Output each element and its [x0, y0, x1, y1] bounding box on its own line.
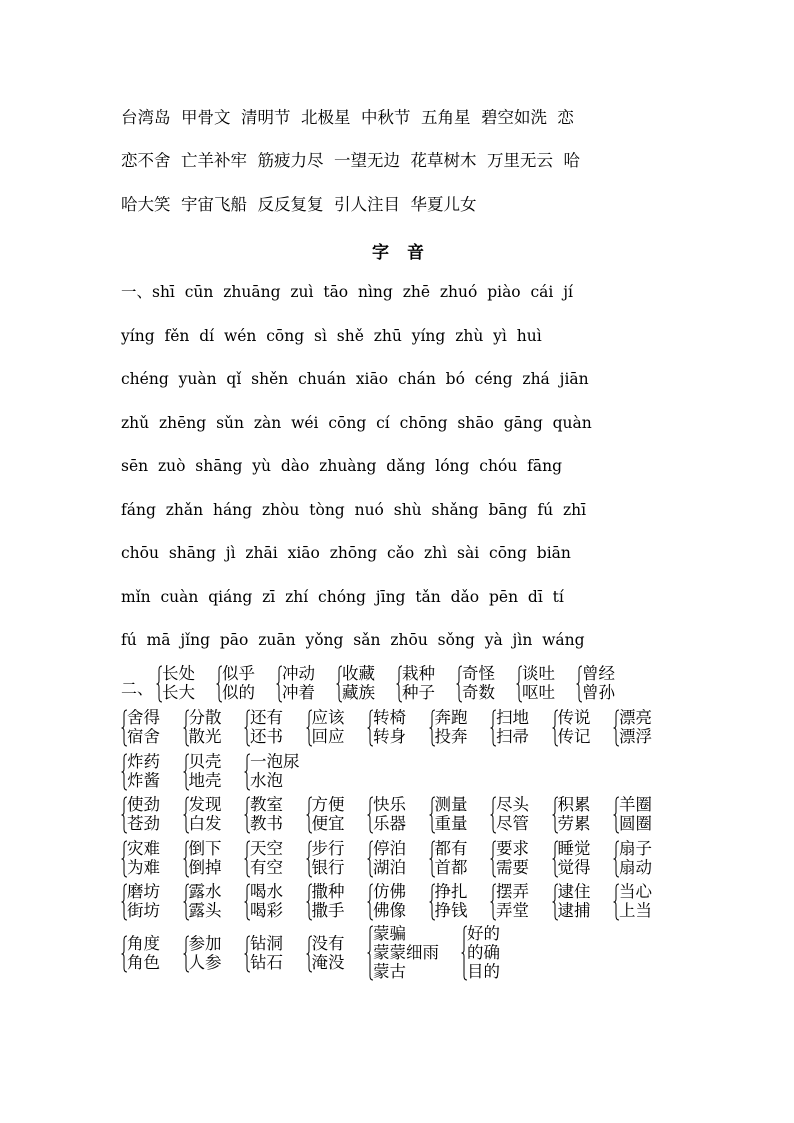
polyphone-word: 贝壳	[188, 752, 222, 771]
polyphone-word: 奔跑	[434, 708, 468, 727]
polyphone-word: 蒙骗	[373, 924, 406, 943]
polyphone-word: 谈吐	[522, 664, 555, 683]
polyphone-word: 分散	[188, 708, 222, 727]
polyphone-word: 扇动	[619, 858, 652, 877]
polyphone-word: 停泊	[373, 839, 406, 858]
polyphone-word: 舍得	[127, 708, 160, 727]
polyphone-word: 湖泊	[373, 858, 406, 877]
polyphone-word: 淹没	[311, 953, 345, 972]
polyphone-word: 街坊	[127, 901, 160, 920]
polyphone-word: 参加	[188, 934, 222, 953]
polyphone-word: 扫帚	[496, 727, 529, 746]
polyphone-word: 钻石	[250, 953, 283, 972]
polyphone-word: 劳累	[557, 814, 591, 833]
polyphone-word: 方便	[311, 795, 345, 814]
polyphone-word: 步行	[311, 839, 345, 858]
polyphone-word: 快乐	[373, 795, 406, 814]
polyphone-word: 应该	[311, 708, 345, 727]
polyphone-word: 使劲	[127, 795, 160, 814]
pinyin-line-7: chōu shāng jì zhāi xiāo zhōng cǎo zhì sài cōng biān	[121, 544, 571, 562]
vocab-line-1: 台湾岛 甲骨文 清明节 北极星 中秋节 五角星 碧空如洗 恋	[121, 108, 574, 127]
polyphone-word: 便宜	[311, 814, 345, 833]
pinyin-line-1: 一、shī cūn zhuāng zuì tāo nìng zhē zhuó piào cái jí	[121, 283, 573, 301]
polyphone-word: 还有	[250, 708, 283, 727]
pinyin-line-5: sēn zuò shāng yù dào zhuàng dǎng lóng chóu fāng	[121, 457, 562, 475]
polyphone-word: 传说	[557, 708, 591, 727]
pinyin-line-6: fáng zhǎn háng zhòu tòng nuó shù shǎng bāng fú zhī	[121, 501, 587, 519]
polyphone-word: 地壳	[188, 771, 222, 790]
polyphone-word: 回应	[311, 727, 345, 746]
polyphone-word: 挣扎	[434, 882, 468, 901]
polyphone-word: 似的	[222, 683, 255, 702]
polyphone-word: 种子	[402, 683, 435, 702]
polyphone-word: 撒手	[311, 901, 345, 920]
polyphone-word: 教书	[250, 814, 283, 833]
polyphone-word: 倒下	[188, 839, 222, 858]
polyphone-word: 摆弄	[496, 882, 529, 901]
polyphone-word: 传记	[557, 727, 591, 746]
polyphone-word: 钻洞	[250, 934, 283, 953]
polyphone-word: 教室	[250, 795, 283, 814]
polyphone-word: 曾孙	[582, 683, 615, 702]
polyphone-word: 磨坊	[127, 882, 160, 901]
polyphone-word: 重量	[434, 814, 468, 833]
polyphone-word: 目的	[467, 962, 500, 981]
polyphone-word: 角度	[127, 934, 160, 953]
polyphone-word: 睡觉	[557, 839, 591, 858]
section-title: 字音	[372, 243, 442, 263]
polyphone-word: 羊圈	[619, 795, 652, 814]
polyphone-word: 宿舍	[127, 727, 160, 746]
polyphone-word: 露头	[188, 901, 222, 920]
polyphone-word: 扇子	[619, 839, 652, 858]
polyphone-word: 好的	[467, 924, 500, 943]
pinyin-line-4: zhǔ zhēng sǔn zàn wéi cōng cí chōng shāo gāng quàn	[121, 414, 592, 432]
polyphone-word: 投奔	[434, 727, 468, 746]
polyphone-word: 栽种	[402, 664, 435, 683]
polyphone-word: 蒙蒙细雨	[373, 943, 439, 962]
polyphone-word: 还书	[250, 727, 283, 746]
polyphone-word: 有空	[250, 858, 283, 877]
polyphone-word: 仿佛	[373, 882, 406, 901]
polyphone-word: 挣钱	[434, 901, 468, 920]
polyphone-word: 奇数	[462, 683, 495, 702]
polyphone-word: 藏族	[342, 683, 375, 702]
polyphone-word: 需要	[496, 858, 529, 877]
polyphone-word: 似乎	[222, 664, 255, 683]
pinyin-line-3: chéng yuàn qǐ shěn chuán xiāo chán bó céng zhá jiān	[121, 370, 589, 388]
polyphone-word: 逮捕	[557, 901, 591, 920]
vocab-line-2: 恋不舍 亡羊补牢 筋疲力尽 一望无边 花草树木 万里无云 哈	[121, 151, 580, 170]
polyphone-word: 炸药	[127, 752, 160, 771]
polyphone-word: 尽管	[496, 814, 529, 833]
polyphone-word: 灾难	[127, 839, 160, 858]
polyphone-word: 喝彩	[250, 901, 283, 920]
polyphone-word: 散光	[188, 727, 222, 746]
polyphone-word: 都有	[434, 839, 468, 858]
polyphone-word: 撒种	[311, 882, 345, 901]
polyphone-word: 弄堂	[496, 901, 529, 920]
polyphone-word: 银行	[311, 858, 345, 877]
polyphone-word: 的确	[467, 943, 500, 962]
polyphone-word: 蒙古	[373, 962, 406, 981]
polyphone-word: 扫地	[496, 708, 529, 727]
vocab-line-3: 哈大笑 宇宙飞船 反反复复 引人注目 华夏儿女	[121, 195, 477, 214]
polyphone-word: 角色	[127, 953, 160, 972]
polyphone-word: 上当	[619, 901, 652, 920]
pinyin-line-9: fú mā jǐng pāo zuān yǒng sǎn zhōu sǒng yà jìn wáng	[121, 631, 585, 649]
polyphone-word: 天空	[250, 839, 283, 858]
polyphone-word: 水泡	[250, 771, 283, 790]
polyphone-word: 白发	[188, 814, 222, 833]
polyphone-word: 首都	[434, 858, 468, 877]
section-2-label: 二、	[121, 679, 154, 698]
polyphone-word: 漂亮	[619, 708, 652, 727]
polyphone-word: 转身	[373, 727, 406, 746]
polyphone-word: 发现	[188, 795, 222, 814]
polyphone-word: 奇怪	[462, 664, 495, 683]
polyphone-word: 长处	[162, 664, 195, 683]
polyphone-word: 测量	[434, 795, 468, 814]
polyphone-word: 圆圈	[619, 814, 652, 833]
polyphone-word: 冲动	[282, 664, 315, 683]
polyphone-word: 呕吐	[522, 683, 555, 702]
polyphone-word: 露水	[188, 882, 222, 901]
polyphone-word: 要求	[496, 839, 529, 858]
polyphone-word: 人参	[188, 953, 222, 972]
polyphone-word: 长大	[162, 683, 195, 702]
polyphone-word: 尽头	[496, 795, 529, 814]
polyphone-word: 收藏	[342, 664, 375, 683]
polyphone-word: 转椅	[373, 708, 406, 727]
polyphone-word: 觉得	[557, 858, 591, 877]
polyphone-word: 为难	[127, 858, 160, 877]
pinyin-line-2: yíng fěn dí wén cōng sì shě zhū yíng zhù yì huì	[121, 327, 542, 345]
pinyin-line-8: mǐn cuàn qiáng zī zhí chóng jīng tǎn dǎo pēn dī tí	[121, 588, 564, 606]
polyphone-word: 炸酱	[127, 771, 160, 790]
polyphone-word: 曾经	[582, 664, 615, 683]
polyphone-word: 喝水	[250, 882, 283, 901]
polyphone-word: 积累	[557, 795, 591, 814]
polyphone-word: 乐器	[373, 814, 406, 833]
polyphone-word: 佛像	[373, 901, 406, 920]
polyphone-word: 当心	[619, 882, 652, 901]
polyphone-word: 苍劲	[127, 814, 160, 833]
polyphone-word: 逮住	[557, 882, 591, 901]
polyphone-word: 倒掉	[188, 858, 222, 877]
polyphone-word: 没有	[311, 934, 345, 953]
polyphone-word: 漂浮	[619, 727, 652, 746]
polyphone-word: 冲着	[282, 683, 315, 702]
polyphone-word: 一泡尿	[250, 752, 300, 771]
